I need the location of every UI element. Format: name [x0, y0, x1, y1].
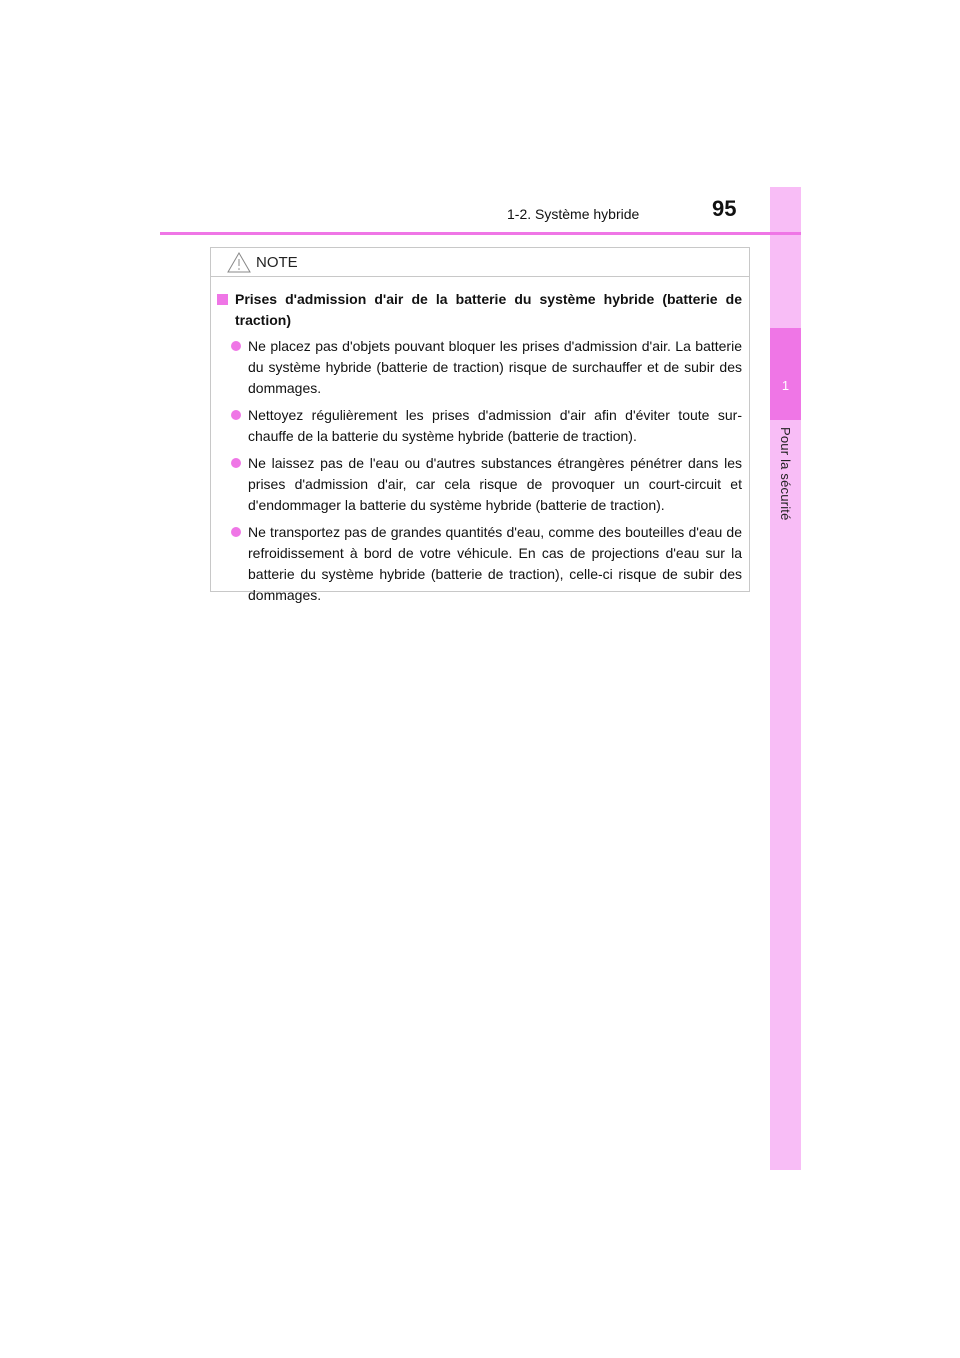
circle-bullet-icon — [231, 341, 241, 351]
chapter-tab[interactable] — [770, 328, 801, 420]
circle-bullet-icon — [231, 527, 241, 537]
list-item-text: Nettoyez régulièrement les prises d'admission d'air afin d'éviter toute sur-chauffe de la batterie du système hybride (batterie de traction). — [248, 407, 742, 444]
page-number: 95 — [712, 196, 737, 221]
circle-bullet-icon — [231, 410, 241, 420]
warning-triangle-icon — [227, 252, 251, 273]
list-item — [217, 522, 742, 606]
chapter-number: 1 — [781, 378, 790, 393]
circle-bullet-icon — [231, 458, 241, 468]
note-heading — [217, 289, 742, 331]
bullet-list — [217, 336, 742, 606]
chapter-title: Pour la sécurité — [778, 427, 793, 521]
list-item-text: Ne transportez pas de grandes quantités d'eau, comme des bouteilles d'eau de refroidissement à bord de votre véhicule. En cas de projections d'eau sur la batterie du système hybride (batterie de traction), celle-ci risque de subir des dommages. — [248, 524, 742, 603]
square-bullet-icon — [217, 294, 228, 305]
note-header — [211, 248, 749, 277]
header-divider — [160, 232, 801, 235]
note-box — [210, 247, 750, 603]
section-title: 1-2. Système hybride — [507, 206, 640, 222]
list-item-text: Ne placez pas d'objets pouvant bloquer les prises d'admission d'air. La batterie du système hybride (batterie de traction) risque de surchauffer et de subir des dommages. — [248, 338, 742, 396]
list-item-text: Ne laissez pas de l'eau ou d'autres substances étrangères pénétrer dans les prises d'admission d'air, car cela risque de provoquer un court-circuit et d'endommager la batterie du système hybride (batterie de traction). — [248, 455, 742, 513]
note-content — [211, 277, 749, 606]
list-item — [217, 453, 742, 516]
list-item — [217, 405, 742, 447]
note-heading-text: Prises d'admission d'air de la batterie du système hybride (batterie de traction) — [235, 291, 742, 328]
list-item — [217, 336, 742, 399]
note-label: NOTE — [256, 254, 298, 271]
